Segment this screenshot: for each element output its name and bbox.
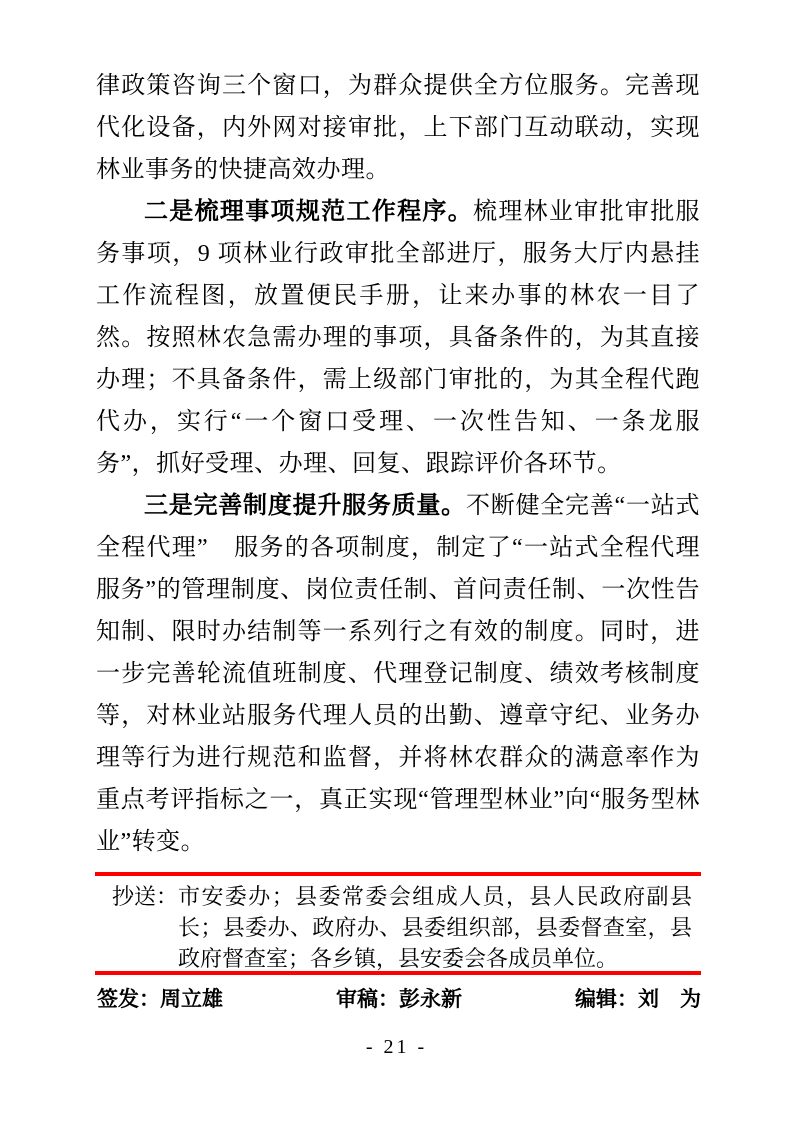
paragraph-bold-lead: 三是完善制度提升服务质量。 xyxy=(144,493,466,519)
copy-to-label: 抄送： xyxy=(112,884,179,909)
copy-to-block xyxy=(112,881,692,974)
paragraph-text: 不断健全完善“一站式全程代理” 服务的各项制度，制定了“一站式全程代理服务”的管理制度、岗位责任制、首问责任制、一次性告知制、限时办结制等一系列行之有效的制度。同时，进一步完善轮流值班制度、代理登记制度、绩效考核制度等，对林业站服务代理人员的出勤、遵章守纪、业务办理等行为进行规范和监督，并将林农群众的满意率作为重点考评指标之一，真正实现“管理型林业”向“服务型林业”转变。 xyxy=(96,493,700,855)
issuer-label: 签发：周立雄 xyxy=(97,987,223,1011)
editor-label: 编辑：刘 为 xyxy=(575,987,701,1011)
reviewer-label: 审稿：彭永新 xyxy=(336,987,462,1011)
paragraph-item-three xyxy=(96,485,700,863)
paragraph-text: 梳理林业审批审批服务事项，9 项林业行政审批全部进厅，服务大厅内悬挂工作流程图，放置便民手册，让来办事的林农一目了然。按照林农急需办理的事项，具备条件的，为其直接办理；不具备条件，需上级部门审批的，为其全程代跑代办，实行“一个窗口受理、一次性告知、一条龙服务”，抓好受理、办理、回复、跟踪评价各环节。 xyxy=(96,199,701,477)
paragraph-continuation xyxy=(96,65,700,191)
document-body xyxy=(96,65,700,863)
red-rule-top xyxy=(95,872,701,876)
paragraph-text: 律政策咨询三个窗口，为群众提供全方位服务。完善现代化设备，内外网对接审批，上下部门互动联动，实现林业事务的快捷高效办理。 xyxy=(96,73,700,183)
signature-row xyxy=(97,983,701,1013)
paragraph-item-two xyxy=(96,191,700,485)
page-number: - 21 - xyxy=(365,1036,428,1058)
copy-to-text: 市安委办；县委常委会组成人员，县人民政府副县长；县委办、政府办、县委组织部，县委督查室，县政府督查室；各乡镇，县安委会各成员单位。 xyxy=(178,884,692,971)
paragraph-bold-lead: 二是梳理事项规范工作程序。 xyxy=(144,199,474,225)
red-rule-bottom xyxy=(95,971,701,975)
